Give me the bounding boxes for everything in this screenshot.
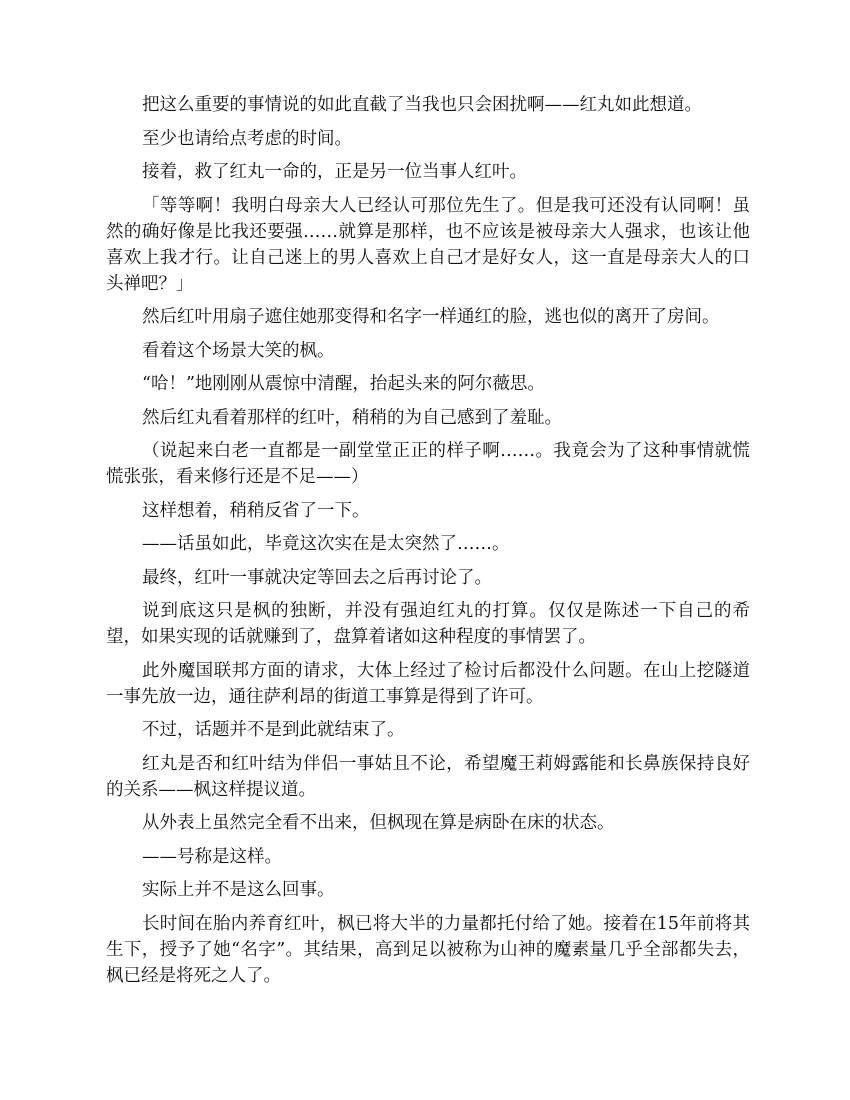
paragraph-16: 红丸是否和红叶结为伴侣一事姑且不论，希望魔王莉姆露能和长鼻族保持良好的关系——枫这样提议道。 — [106, 753, 750, 800]
paragraph-19: 实际上并不是这么回事。 — [142, 880, 335, 900]
paragraph-17: 从外表上虽然完全看不出来，但枫现在算是病卧在床的状态。 — [142, 813, 615, 833]
paragraph-12: 最终，红叶一事就决定等回去之后再讨论了。 — [142, 567, 492, 588]
paragraph-4: 「等等啊！我明白母亲大人已经认可那位先生了。但是我可还没有认同啊！虽然的确好像是比我还要强……就算是那样，也不应该是被母亲大人强求，也该让他喜欢上我才行。让自己迷上的男人喜欢上自己才是好女人，这一直是母亲大人的口头禅吧？」 — [106, 195, 750, 294]
paragraph-20: 长时间在胎内养育红叶，枫已将大半的力量都托付给了她。接着在15年前将其生下，授予了她“名字”。其结果，高到足以被称为山神的魔素量几乎全部都失去，枫已经是将死之人了。 — [106, 913, 750, 986]
paragraph-18: ——号称是这样。 — [142, 846, 282, 867]
paragraph-7: “哈！”地刚刚从震惊中清醒，抬起头来的阿尔薇思。 — [142, 374, 545, 394]
paragraph-2: 至少也请给点考虑的时间。 — [142, 128, 352, 149]
paragraph-14: 此外魔国联邦方面的请求，大体上经过了检讨后都没什么问题。在山上挖隧道一事先放一边，通往萨利昂的街道工事算是得到了许可。 — [106, 660, 750, 707]
paragraph-6: 看着这个场景大笑的枫。 — [142, 340, 335, 361]
paragraph-8: 然后红丸看着那样的红叶，稍稍的为自己感到了羞耻。 — [142, 407, 562, 428]
paragraph-10: 这样想着，稍稍反省了一下。 — [142, 500, 370, 521]
paragraph-11: ——话虽如此，毕竟这次实在是太突然了……。 — [142, 534, 510, 554]
paragraph-13: 说到底这只是枫的独断，并没有强迫红丸的打算。仅仅是陈述一下自己的希望，如果实现的话就赚到了，盘算着诸如这种程度的事情罢了。 — [106, 601, 750, 647]
paragraph-5: 然后红叶用扇子遮住她那变得和名字一样通红的脸，逃也似的离开了房间。 — [142, 307, 720, 327]
paragraph-3: 接着，救了红丸一命的，正是另一位当事人红叶。 — [142, 162, 527, 182]
paragraph-15: 不过，话题并不是到此就结束了。 — [142, 720, 405, 740]
paragraph-9: （说起来白老一直都是一副堂堂正正的样子啊……。我竟会为了这种事情就慌慌张张，看来修行还是不足——） — [106, 441, 750, 487]
paragraph-1: 把这么重要的事情说的如此直截了当我也只会困扰啊——红丸如此想道。 — [142, 95, 702, 115]
